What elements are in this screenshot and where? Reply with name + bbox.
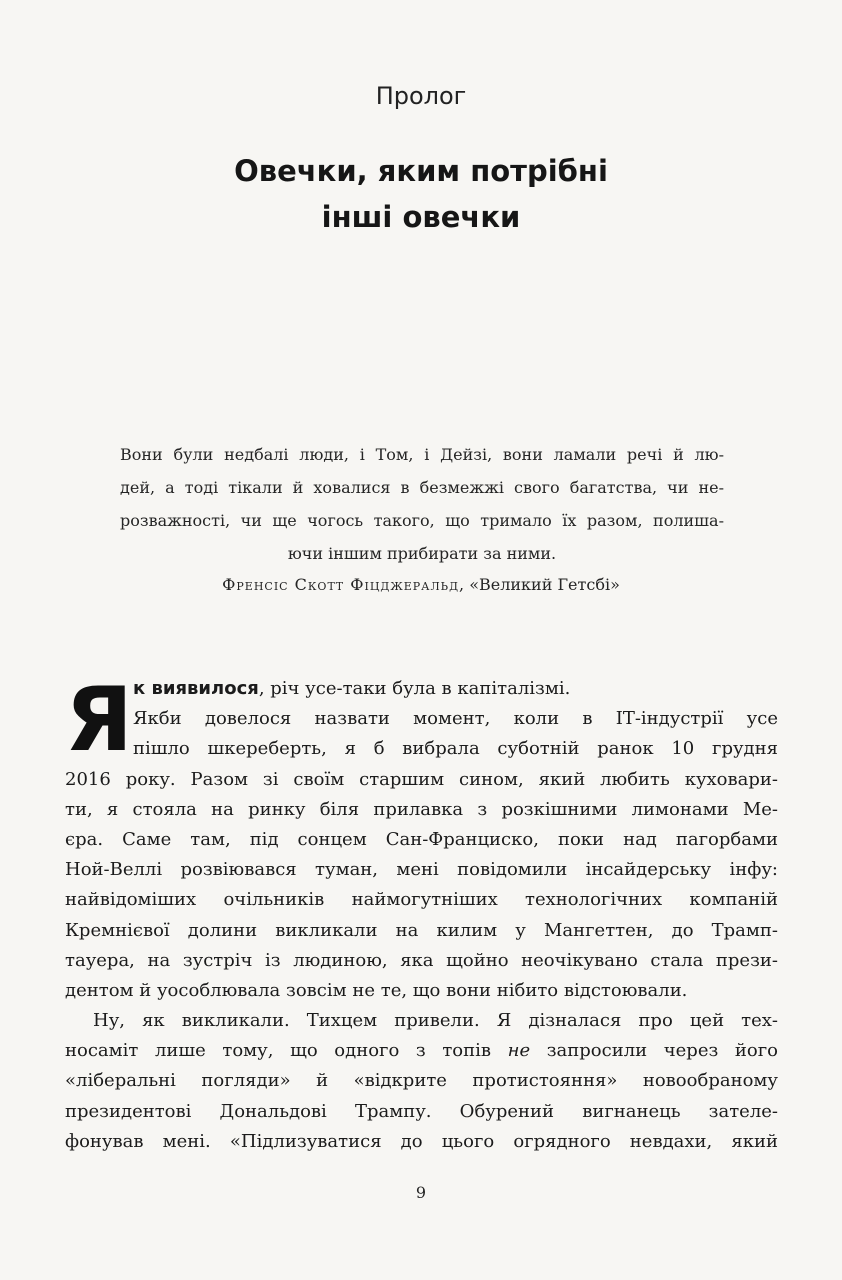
chapter-title [0, 148, 842, 240]
body-line: ти, я стояла на ринку біля прилавка з розкішними лимонами Ме- [65, 798, 778, 820]
lead-in-rest: , річ усе-таки була в капіталізмі. [258, 678, 571, 699]
epigraph-line: розважності, чи ще чогось такого, що тримало їх разом, полиша- [120, 511, 724, 530]
body-segment: запросили через його [530, 1040, 778, 1062]
body-line: Ной-Веллі розвіювався туман, мені повідомили інсайдерську інфу: [65, 859, 778, 881]
body-line [65, 674, 778, 704]
body-line: «ліберальні погляди» й «відкрите протистояння» новообраному [65, 1070, 778, 1092]
chapter-title-line-2: інші овечки [321, 200, 521, 234]
body-line: Кремнієвої долини викликали на килим у Мангеттен, до Трамп- [65, 919, 778, 941]
body-line: президентові Дональдові Трампу. Обурений вигнанець зателе- [65, 1100, 778, 1122]
body-line: найвідоміших очільників наймогутніших технологічних компаній [65, 889, 778, 911]
epigraph-source: , «Великий Гетсбі» [459, 575, 620, 594]
body-text [65, 668, 778, 1157]
epigraph-line: дей, а тоді тікали й ховалися в безмежжі свого багатства, чи не- [120, 478, 724, 497]
body-line: Якби довелося назвати момент, коли в ІТ-індустрії усе [133, 708, 778, 730]
body-line: фонував мені. «Підлизуватися до цього огрядного невдахи, який [65, 1130, 778, 1152]
section-label: Пролог [375, 82, 467, 110]
epigraph [120, 438, 724, 570]
body-line: 2016 року. Разом зі своїм старшим сином, який любить куховари- [65, 768, 778, 790]
body-line: Ну, як викликали. Тихцем привели. Я дізналася про цей тех- [93, 1010, 778, 1032]
body-line [65, 1036, 778, 1066]
epigraph-line: ючи іншим прибирати за ними. [287, 544, 557, 563]
body-line: пішло шкереберть, я б вибрала суботній ранок 10 грудня [133, 738, 778, 760]
body-line: єра. Саме там, під сонцем Сан-Франциско, поки над пагорбами [65, 828, 778, 850]
drop-cap: Я [65, 668, 133, 771]
page-number: 9 [415, 1183, 427, 1202]
epigraph-attribution [0, 575, 842, 594]
epigraph-line: Вони були недбалі люди, і Том, і Дейзі, вони ламали речі й лю- [120, 445, 724, 464]
body-segment: носаміт лише тому, що одного з топів [65, 1040, 508, 1062]
chapter-title-line-1: Овечки, яким потрібні [234, 154, 608, 188]
emphasis: не [507, 1040, 531, 1062]
body-line: дентом й уособлювала зовсім не те, що вони нібито відстоювали. [65, 979, 688, 1001]
epigraph-author: Френсіс Скотт Фіцджеральд [222, 575, 460, 594]
body-line: тауера, на зустріч із людиною, яка щойно неочікувано стала прези- [65, 949, 778, 971]
lead-in-bold: к виявилося [133, 678, 259, 699]
